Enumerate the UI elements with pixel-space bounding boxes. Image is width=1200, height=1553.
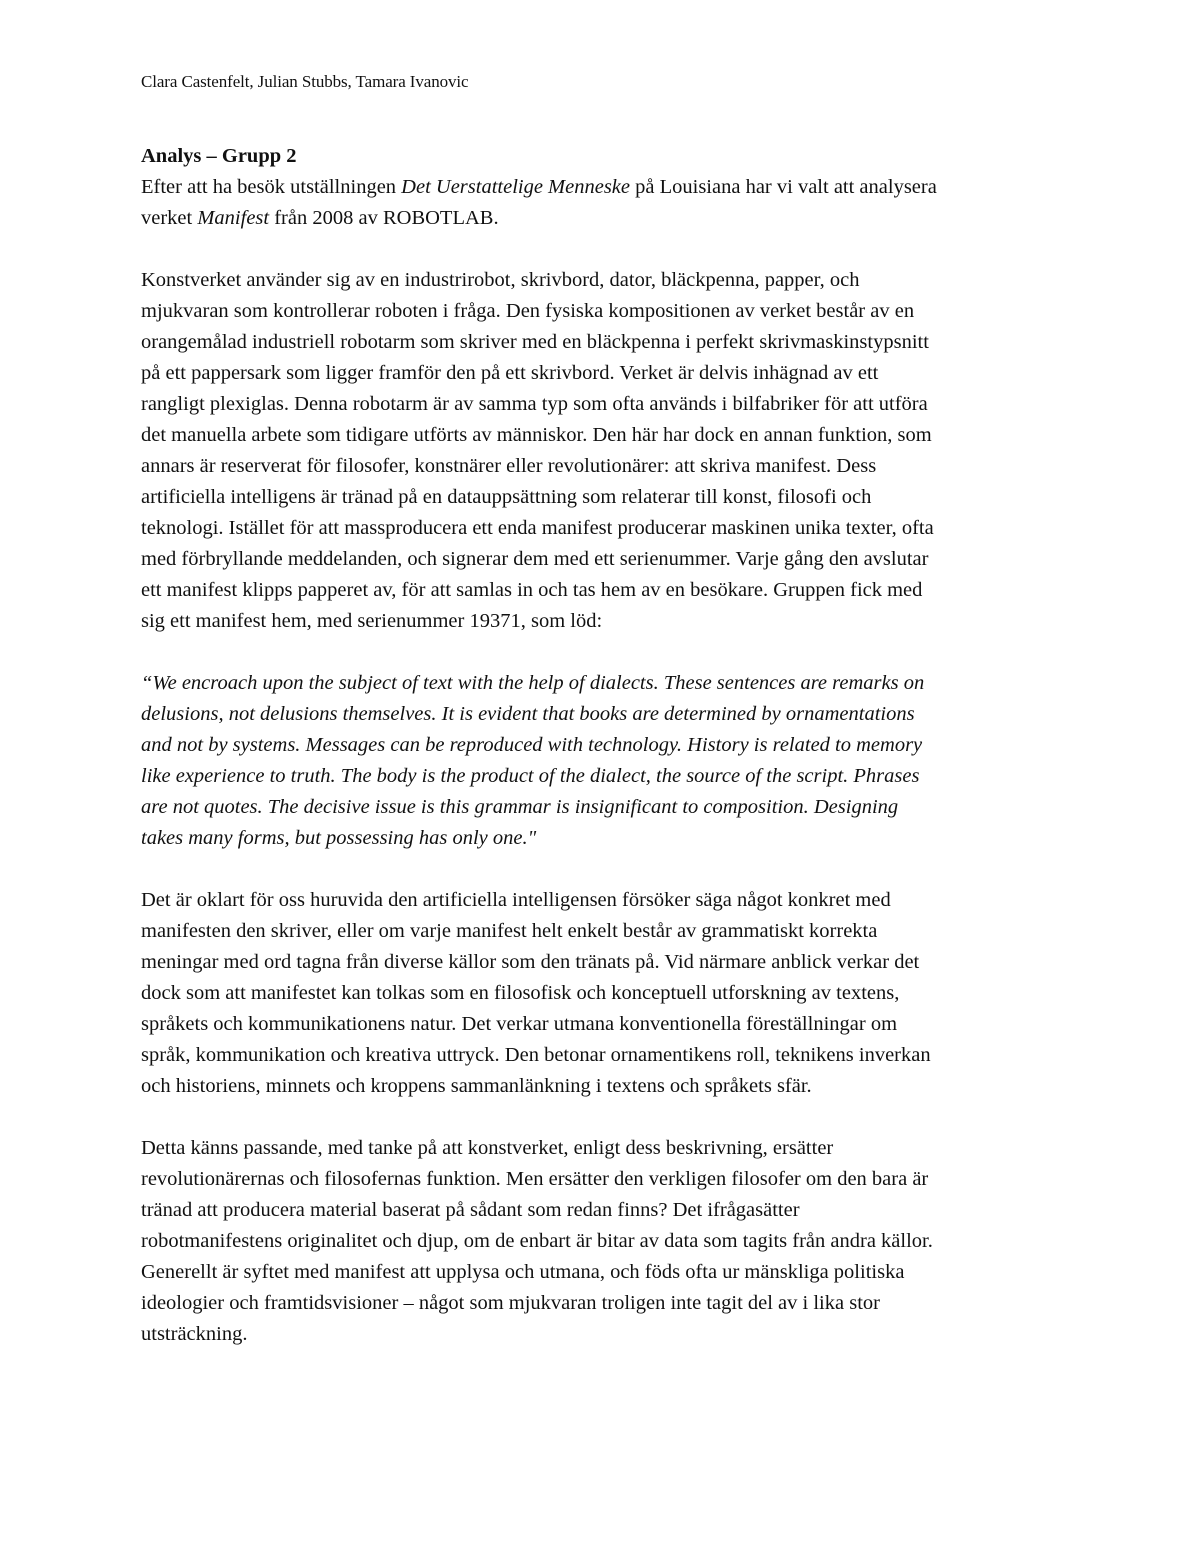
text-line: tränad att producera material baserat på sådant som redan finns? Det ifrågasätter [141, 1199, 800, 1221]
text-line: ideologier och framtidsvisioner – något som mjukvaran troligen inte tagit del av i lika stor [141, 1292, 880, 1314]
text-line: rangligt plexiglas. Denna robotarm är av samma typ som ofta används i bilfabriker för att utföra [141, 393, 928, 415]
intro-line-1 [141, 172, 1061, 203]
text-line: revolutionärernas och filosofernas funktion. Men ersätter den verkligen filosofer om den bara är [141, 1168, 929, 1190]
text-line: utsträckning. [141, 1323, 248, 1345]
manifest-quote [141, 668, 1061, 854]
quote-line: “We encroach upon the subject of text with the help of dialects. These sentences are remarks on [141, 672, 925, 694]
text-line: Konstverket använder sig av en industrirobot, skrivbord, dator, bläckpenna, papper, och [141, 269, 860, 291]
quote-line: like experience to truth. The body is the product of the dialect, the source of the script. Phrases [141, 765, 920, 787]
intro-text-1: Efter att ha besök utställningen [141, 176, 402, 198]
paragraph-gap [141, 1102, 1061, 1133]
text-line: teknologi. Istället för att massproducera ett enda manifest producerar maskinen unika texter, ofta [141, 517, 934, 539]
text-line: annars är reserverat för filosofer, konstnärer eller revolutionärer: att skriva manifest. Dess [141, 455, 877, 477]
text-line: sig ett manifest hem, med serienummer 19371, som löd: [141, 610, 603, 632]
quote-line: are not quotes. The decisive issue is this grammar is insignificant to composition. Designing [141, 796, 899, 818]
author-header: Clara Castenfelt, Julian Stubbs, Tamara Ivanovic [141, 72, 469, 91]
exhibition-title: Det Uerstattelige Menneske [401, 176, 631, 198]
intro-text-3: verket [141, 207, 198, 229]
text-line: med förbryllande meddelanden, och signerar dem med ett serienummer. Varje gång den avslutar [141, 548, 929, 570]
paragraph-gap [141, 234, 1061, 265]
intro-paragraph [141, 172, 1061, 234]
text-line: Generellt är syftet med manifest att upplysa och utmana, och föds ofta ur mänskliga politiska [141, 1261, 905, 1283]
text-line: dock som att manifestet kan tolkas som en filosofisk och konceptuell utforskning av textens, [141, 982, 900, 1004]
text-line: orangemålad industriell robotarm som skriver med en bläckpenna i perfekt skrivmaskinstypsnitt [141, 331, 929, 353]
text-line: det manuella arbete som tidigare utförts av människor. Den här har dock en annan funktion, som [141, 424, 932, 446]
text-line: på ett pappersark som ligger framför den på ett skrivbord. Verket är delvis inhägnad av ett [141, 362, 879, 384]
text-line: manifesten den skriver, eller om varje manifest helt enkelt består av grammatiskt korrekta [141, 920, 878, 942]
text-line: robotmanifestens originalitet och djup, om de enbart är bitar av data som tagits från andra källor. [141, 1230, 933, 1252]
analysis-paragraph [141, 885, 1061, 1102]
text-line: artificiella intelligens är tränad på en datauppsättning som relaterar till konst, filosofi och [141, 486, 872, 508]
document-body [141, 141, 1061, 1350]
text-line: meningar med ord tagna från diverse källor som den tränats på. Vid närmare anblick verkar det [141, 951, 920, 973]
intro-text-2: på Louisiana har vi valt att analysera [630, 176, 937, 198]
text-line: och historiens, minnets och kroppens sammanlänkning i textens och språkets sfär. [141, 1075, 812, 1097]
intro-text-4: från 2008 av ROBOTLAB. [269, 207, 499, 229]
quote-line: and not by systems. Messages can be reproduced with technology. History is related to memory [141, 734, 923, 756]
text-line: mjukvaran som kontrollerar roboten i fråga. Den fysiska kompositionen av verket består av en [141, 300, 915, 322]
intro-line-2 [141, 203, 1061, 234]
text-line: Detta känns passande, med tanke på att konstverket, enligt dess beskrivning, ersätter [141, 1137, 834, 1159]
description-paragraph [141, 265, 1061, 637]
artwork-title: Manifest [197, 207, 270, 229]
text-line: Det är oklart för oss huruvida den artificiella intelligensen försöker säga något konkret med [141, 889, 891, 911]
text-line: ett manifest klipps papperet av, för att samlas in och tas hem av en besökare. Gruppen fick med [141, 579, 923, 601]
quote-line: takes many forms, but possessing has only one." [141, 827, 537, 849]
conclusion-paragraph [141, 1133, 1061, 1350]
document-title: Analys – Grupp 2 [141, 145, 297, 167]
text-line: språkets och kommunikationens natur. Det verkar utmana konventionella föreställningar om [141, 1013, 898, 1035]
text-line: språk, kommunikation och kreativa uttryck. Den betonar ornamentikens roll, teknikens inverkan [141, 1044, 931, 1066]
quote-line: delusions, not delusions themselves. It is evident that books are determined by ornamentations [141, 703, 915, 725]
paragraph-gap [141, 854, 1061, 885]
paragraph-gap [141, 637, 1061, 668]
